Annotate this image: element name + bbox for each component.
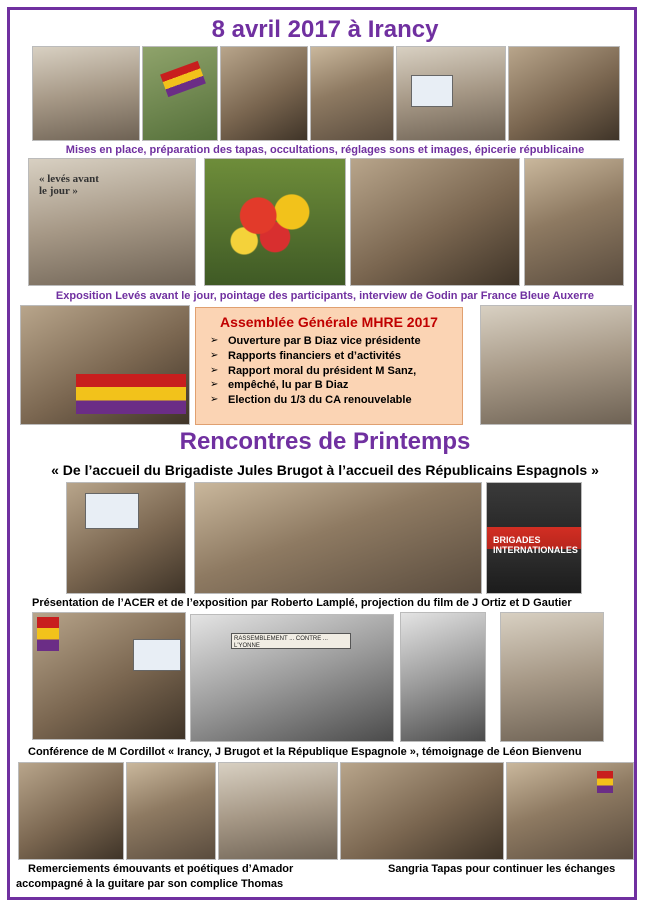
section-title: Rencontres de Printemps bbox=[179, 428, 471, 455]
book-title: BRIGADES INTERNATIONALES bbox=[493, 535, 578, 555]
photo-expo-leves-avant-le-jour bbox=[28, 158, 196, 286]
photo-occultation bbox=[310, 46, 394, 141]
photo-conference-cordillot bbox=[32, 612, 186, 740]
photo-assembly-speakers bbox=[20, 305, 190, 425]
photo-leon-bienvenu bbox=[500, 612, 604, 742]
caption-row6-left-2: accompagné à la guitare par son complice Thomas bbox=[16, 878, 284, 890]
flag-icon bbox=[76, 374, 186, 414]
projection-screen-icon bbox=[85, 493, 139, 529]
expo-banner-text: « levés avant le jour » bbox=[39, 173, 99, 197]
caption-row6-left-1: Remerciements émouvants et poétiques d’Amador bbox=[28, 863, 294, 875]
projection-screen-icon bbox=[411, 75, 453, 107]
caption-row2: Exposition Levés avant le jour, pointage des participants, interview de Godin par France Bleue Auxerre bbox=[55, 290, 595, 302]
photo-flower-bouquet bbox=[204, 158, 346, 286]
photo-amador-speech bbox=[126, 762, 216, 860]
photo-tapas-preparation bbox=[220, 46, 308, 141]
photo-republican-flag bbox=[142, 46, 218, 141]
photo-book-brigades-internationales bbox=[486, 482, 582, 594]
photo-tapas-hall bbox=[506, 762, 634, 860]
assembly-list bbox=[210, 334, 421, 408]
assembly-item: ➢ Ouverture par B Diaz vice présidente bbox=[210, 334, 421, 348]
page-title: 8 avril 2017 à Irancy bbox=[211, 16, 439, 43]
photo-amador-guitar bbox=[18, 762, 124, 860]
photo-historic-rally bbox=[190, 614, 394, 742]
photo-assembly-audience bbox=[480, 305, 632, 425]
photo-sangria-crowd bbox=[218, 762, 338, 860]
flag-icon bbox=[160, 61, 206, 97]
photo-setup-exhibition bbox=[32, 46, 140, 141]
photo-tapas-exchange bbox=[340, 762, 504, 860]
caption-row6-right: Sangria Tapas pour continuer les échanges bbox=[388, 863, 616, 875]
flag-icon bbox=[597, 771, 613, 793]
assembly-item: ➢ Rapport moral du président M Sanz, bbox=[210, 364, 421, 378]
photo-sound-settings bbox=[396, 46, 506, 141]
assembly-item: ➢ Election du 1/3 du CA renouvelable bbox=[210, 393, 421, 407]
photo-republican-grocery bbox=[508, 46, 620, 141]
photo-portrait-jules-brugot bbox=[400, 612, 486, 742]
photo-participants-registration bbox=[350, 158, 520, 286]
assembly-item: ➢ Rapports financiers et d’activités bbox=[210, 349, 421, 363]
photo-roberto-lample bbox=[66, 482, 186, 594]
photo-audience-film bbox=[194, 482, 482, 594]
caption-row4: Présentation de l’ACER et de l’exposition par Roberto Lamplé, projection du film de J Ortiz et D Gautier bbox=[32, 597, 572, 609]
protest-banner: RASSEMBLEMENT ... CONTRE ... L'YONNE bbox=[231, 633, 351, 649]
caption-row1: Mises en place, préparation des tapas, occultations, réglages sons et images, épicerie républicaine bbox=[65, 144, 585, 156]
flag-icon bbox=[37, 617, 59, 651]
caption-row5: Conférence de M Cordillot « Irancy, J Brugot et la République Espagnole », témoignage de Léon Bienvenu bbox=[28, 746, 582, 758]
section-quote: « De l’accueil du Brigadiste Jules Brugot à l’accueil des Républicains Espagnols » bbox=[51, 462, 599, 478]
assembly-info-box bbox=[195, 307, 463, 425]
assembly-item-continued: ➢ empêché, lu par B Diaz bbox=[210, 378, 421, 392]
assembly-title: Assemblée Générale MHRE 2017 bbox=[220, 314, 438, 330]
projection-screen-icon bbox=[133, 639, 181, 671]
photo-france-bleue-interview bbox=[524, 158, 624, 286]
